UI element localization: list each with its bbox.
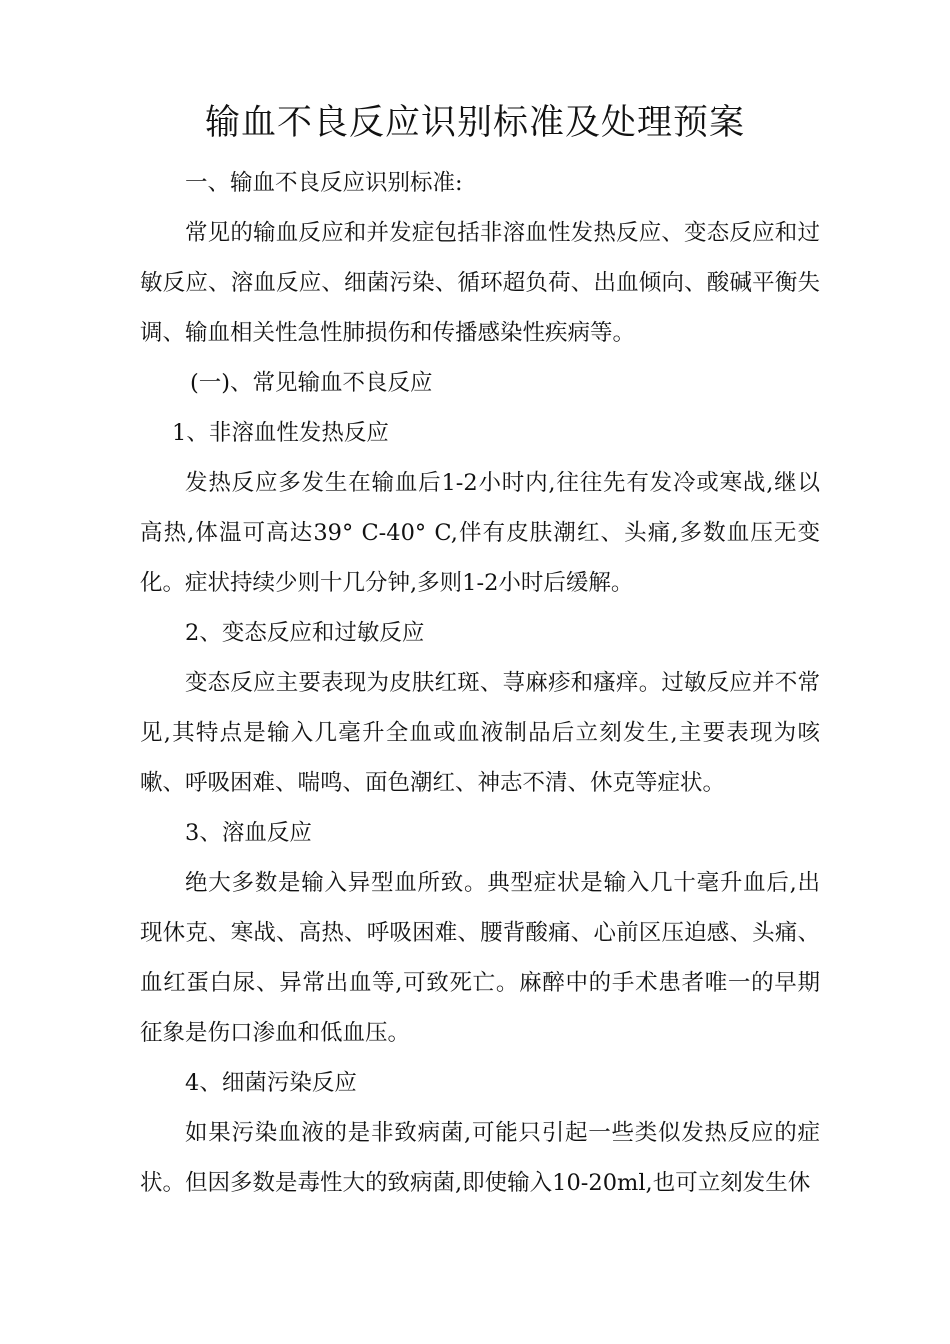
paragraph-febrile: 发热反应多发生在输血后1-2小时内,往往先有发冷或寒战,继以高热,体温可高达39° C-40° C,伴有皮肤潮红、头痛,多数血压无变化。症状持续少则十几分钟,多则1-2小时后缓解。 <box>140 470 820 596</box>
document-title: 输血不良反应识别标准及处理预案 <box>204 103 745 143</box>
sub-heading-common-reactions: (一)、常见输血不良反应 <box>190 370 433 396</box>
paragraph-hemolytic: 绝大多数是输入异型血所致。典型症状是输入几十毫升血后,出现休克、寒战、高热、呼吸困难、腰背酸痛、心前区压迫感、头痛、血红蛋白尿、异常出血等,可致死亡。麻醉中的手术患者唯一的早期征象是伤口渗血和低血压。 <box>140 870 820 1046</box>
paragraph-bacterial: 如果污染血液的是非致病菌,可能只引起一些类似发热反应的症状。但因多数是毒性大的致病菌,即使输入10-20ml,也可立刻发生休 <box>140 1120 820 1196</box>
section-heading-identification: 一、输血不良反应识别标准: <box>185 170 463 196</box>
section-heading-febrile: 1、非溶血性发热反应 <box>172 420 389 446</box>
section-heading-bacterial: 4、细菌污染反应 <box>185 1070 357 1096</box>
document-body <box>140 158 820 1208</box>
paragraph-allergic: 变态反应主要表现为皮肤红斑、荨麻疹和瘙痒。过敏反应并不常见,其特点是输入几毫升全血或血液制品后立刻发生,主要表现为咳嗽、呼吸困难、喘鸣、面色潮红、神志不清、休克等症状。 <box>140 670 820 796</box>
intro-paragraph: 常见的输血反应和并发症包括非溶血性发热反应、变态反应和过敏反应、溶血反应、细菌污染、循环超负荷、出血倾向、酸碱平衡失调、输血相关性急性肺损伤和传播感染性疾病等。 <box>140 220 820 346</box>
section-heading-allergic: 2、变态反应和过敏反应 <box>185 620 425 646</box>
section-heading-hemolytic: 3、溶血反应 <box>185 820 312 846</box>
